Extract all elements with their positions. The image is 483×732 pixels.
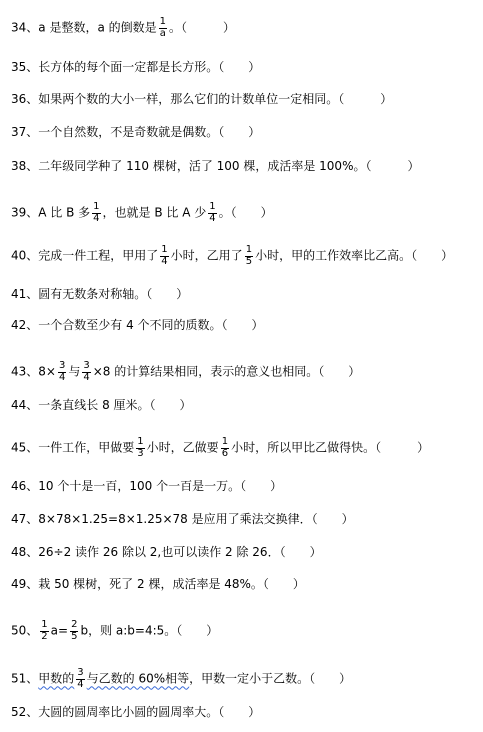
question-number: 40、 — [11, 248, 39, 263]
fraction — [136, 437, 144, 459]
question-text: 长方体的每个面一定都是长方形。（ ） — [38, 60, 261, 74]
fraction-numerator: 3 — [58, 360, 66, 371]
question-text: A 比 B 多 — [38, 205, 91, 220]
question-number: 45、 — [11, 440, 39, 455]
question-text: 完成一件工程，甲用了 — [38, 248, 159, 263]
fraction-denominator: 4 — [77, 678, 84, 690]
question-item — [11, 578, 479, 590]
question-item — [11, 245, 479, 267]
question-item — [11, 319, 479, 331]
question-item — [11, 126, 479, 138]
question-item — [11, 93, 479, 105]
question-text: ，也就是 B 比 A 少 — [102, 205, 207, 220]
question-text: 8× — [38, 364, 56, 379]
question-item — [11, 706, 479, 718]
fraction-denominator: 2 — [41, 630, 48, 642]
fraction-denominator: 5 — [245, 255, 253, 267]
question-number: 49、 — [11, 577, 39, 591]
fraction-numerator: 1 — [159, 16, 166, 27]
question-item — [11, 668, 479, 690]
question-text: b，则 a:b=4:5。（ ） — [80, 623, 219, 638]
question-item — [11, 620, 479, 642]
marked-text: 与乙数的 60%相等 — [86, 671, 190, 686]
fraction-denominator: 4 — [58, 371, 66, 383]
fraction-denominator: 3 — [137, 447, 144, 459]
question-number: 47、 — [11, 512, 39, 526]
question-number: 37、 — [11, 125, 39, 139]
fraction-numerator: 1 — [137, 436, 144, 447]
question-number: 35、 — [11, 60, 39, 74]
marked-text: 甲数的 — [38, 671, 75, 686]
fraction — [76, 668, 84, 690]
question-text: 一个自然数，不是奇数就是偶数。（ ） — [38, 125, 261, 139]
fraction-denominator: 4 — [93, 212, 100, 224]
question-item — [11, 399, 479, 411]
fraction-numerator: 1 — [245, 244, 253, 255]
question-text: 一个合数至少有 4 个不同的质数。（ ） — [38, 318, 264, 332]
question-text: ×8 的计算结果相同，表示的意义也相同。（ ） — [92, 364, 361, 379]
fraction — [159, 17, 167, 39]
question-number: 41、 — [11, 287, 39, 301]
fraction-denominator: 4 — [209, 212, 216, 224]
fraction-numerator: 3 — [83, 360, 90, 371]
question-number: 36、 — [11, 92, 39, 106]
fraction — [40, 620, 48, 642]
question-number: 51、 — [11, 671, 39, 686]
question-text: 一件工作，甲做要 — [38, 440, 135, 455]
question-text: 小时，甲的工作效率比乙高。（ ） — [255, 248, 454, 263]
question-item — [11, 361, 479, 383]
fraction-denominator: 5 — [71, 630, 78, 642]
question-number: 38、 — [11, 159, 39, 173]
question-number: 44、 — [11, 398, 39, 412]
question-number: 46、 — [11, 479, 39, 493]
fraction-denominator: 4 — [83, 371, 90, 383]
fraction-numerator: 1 — [161, 244, 168, 255]
question-text: ，甲数一定小于乙数。（ ） — [189, 671, 352, 686]
fraction-numerator: 1 — [209, 201, 216, 212]
question-text: 小时，乙做要 — [146, 440, 219, 455]
question-text: 26÷2 读作 26 除以 2,也可以读作 2 除 26．（ ） — [38, 545, 322, 559]
question-item — [11, 160, 479, 172]
question-text: 大圆的圆周率比小圆的圆周率大。（ ） — [38, 705, 261, 719]
fraction-numerator: 3 — [77, 667, 84, 678]
fraction — [221, 437, 229, 459]
question-text: 小时，乙用了 — [170, 248, 243, 263]
question-number: 48、 — [11, 545, 39, 559]
fraction-denominator: 6 — [221, 447, 229, 459]
fraction — [82, 361, 90, 383]
fraction — [208, 202, 216, 224]
question-item — [11, 61, 479, 73]
fraction — [92, 202, 100, 224]
fraction-denominator: a — [159, 27, 166, 39]
question-number: 52、 — [11, 705, 39, 719]
question-item — [11, 288, 479, 300]
fraction-numerator: 1 — [221, 436, 229, 447]
question-text: 8×78×1.25=8×1.25×78 是应用了乘法交换律．（ ） — [38, 512, 354, 526]
fraction — [245, 245, 253, 267]
question-text: 圆有无数条对称轴。（ ） — [38, 287, 189, 301]
question-text: 与 — [68, 364, 81, 379]
question-number: 42、 — [11, 318, 39, 332]
question-text: 二年级同学种了 110 棵树，活了 100 棵，成活率是 100%。（ ） — [38, 159, 420, 173]
fraction-numerator: 1 — [41, 619, 48, 630]
question-item — [11, 546, 479, 558]
question-item — [11, 480, 479, 492]
question-text: 如果两个数的大小一样，那么它们的计数单位一定相同。（ ） — [38, 92, 393, 106]
question-text: a= — [50, 623, 69, 638]
question-text: 。（ ） — [218, 205, 273, 220]
fraction-numerator: 2 — [71, 619, 78, 630]
fraction — [58, 361, 66, 383]
question-number: 39、 — [11, 205, 39, 220]
question-item — [11, 17, 479, 39]
fraction — [160, 245, 168, 267]
question-text: 栽 50 棵树，死了 2 棵，成活率是 48%。（ ） — [38, 577, 305, 591]
fraction-denominator: 4 — [161, 255, 168, 267]
fraction — [70, 620, 78, 642]
fraction-numerator: 1 — [93, 201, 100, 212]
question-item — [11, 513, 479, 525]
question-number: 50、 — [11, 623, 39, 638]
question-number: 43、 — [11, 364, 39, 379]
question-text: 。（ ） — [169, 20, 236, 35]
question-text: a 是整数，a 的倒数是 — [38, 20, 157, 35]
question-item — [11, 202, 479, 224]
question-item — [11, 437, 479, 459]
question-text: 一条直线长 8 厘米。（ ） — [38, 398, 192, 412]
question-text: 10 个十是一百，100 个一百是一万。（ ） — [38, 479, 283, 493]
question-text: 小时，所以甲比乙做得快。（ ） — [231, 440, 430, 455]
question-number: 34、 — [11, 20, 39, 35]
